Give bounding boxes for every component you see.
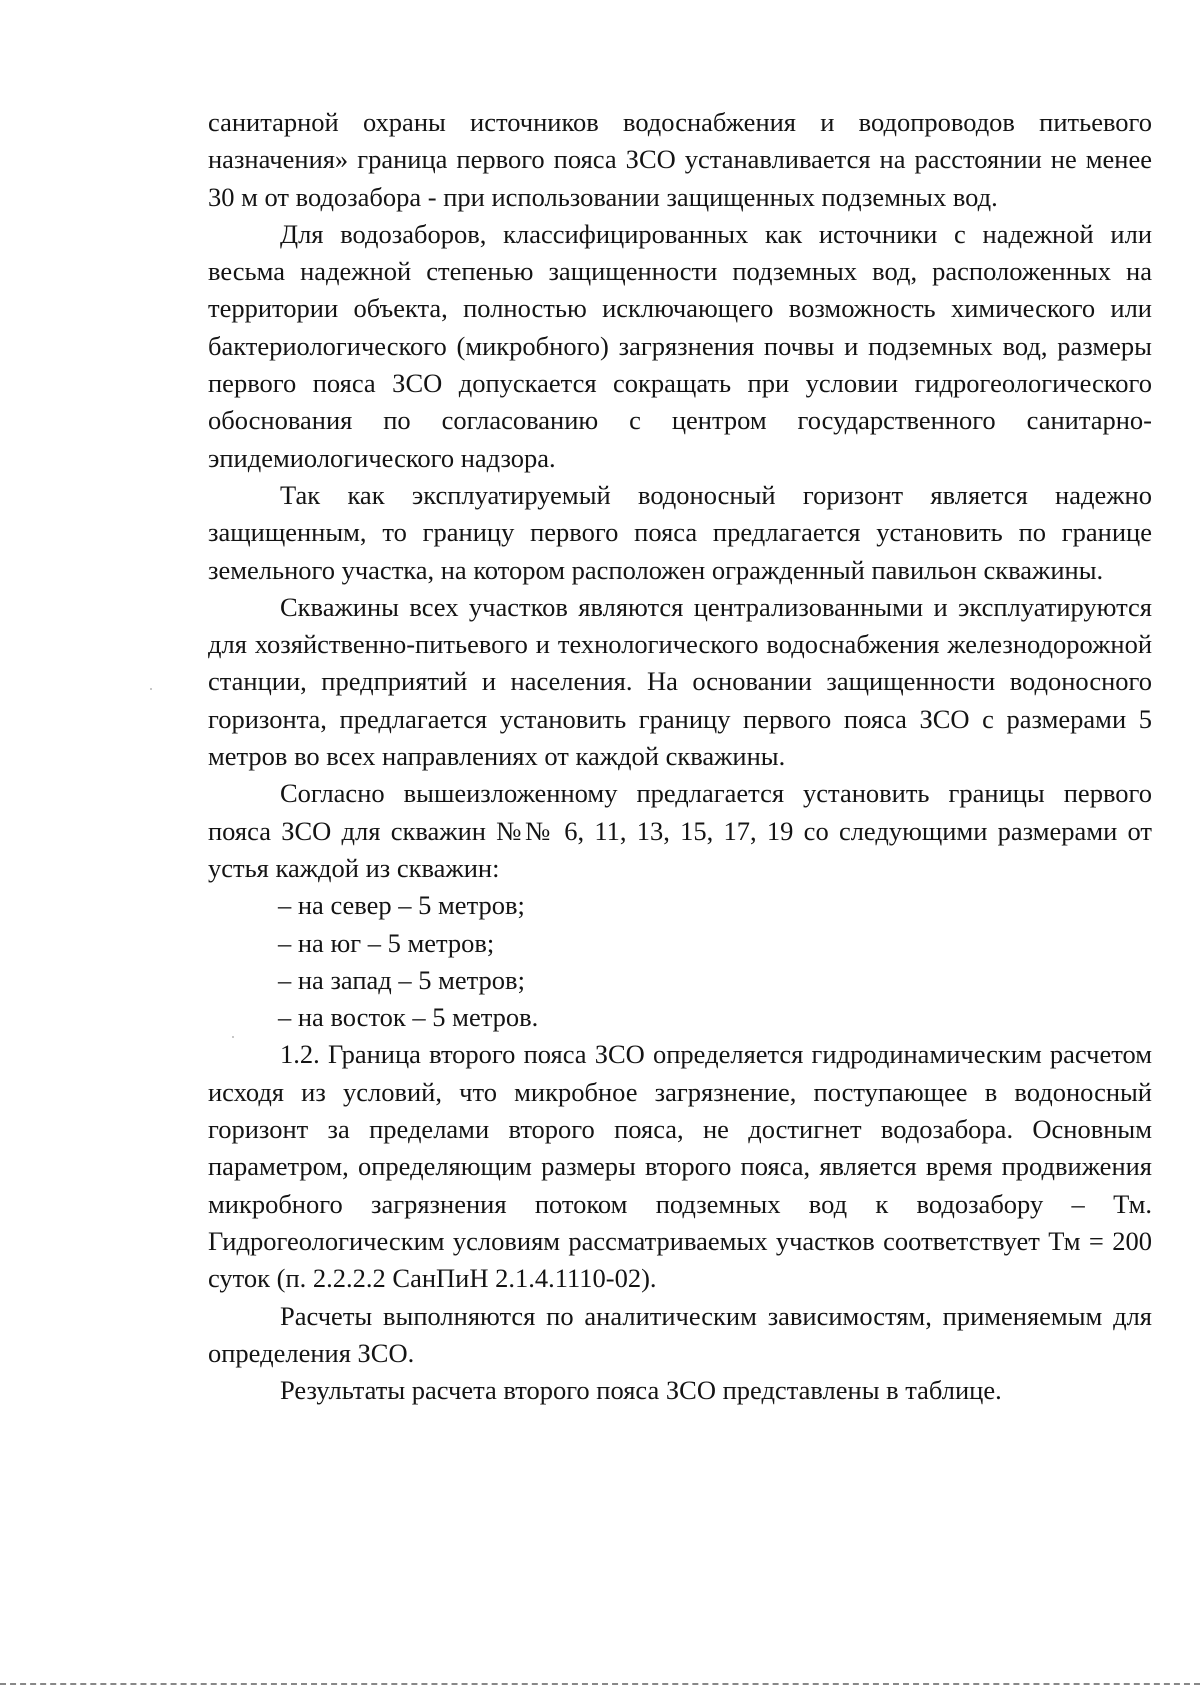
scan-speck [232, 1036, 234, 1038]
paragraph-reduced-zone-conditions: Для водозаборов, классифицированных как источники с надежной или весьма надежной степенью защищенности подземных вод, расположенных на территории объекта, полностью исключающего возможность химического или бактериологического (микробного) загрязнения почвы и подземных вод, размеры первого пояса ЗСО допускается сокращать при условии гидрогеологического обоснования по согласованию с центром государственного санитарно-эпидемиологического надзора. [208, 218, 1152, 473]
scan-speck [150, 688, 152, 690]
paragraph-wells-centralized: Скважины всех участков являются централизованными и эксплуатируются для хозяйственно-питьевого и технологического водоснабжения железнодорожной станции, предприятий и населения. На основании защищенности водоносного горизонта, предлагается установить границу первого пояса ЗСО с размерами 5 метров во всех направлениях от каждой скважины. [208, 591, 1152, 772]
paragraph-calculation-method: Расчеты выполняются по аналитическим зависимостям, применяемым для определения ЗСО. [208, 1300, 1152, 1368]
list-item-north: – на север – 5 метров; [278, 890, 525, 921]
paragraph-boundary-proposal: Согласно вышеизложенному предлагается установить границы первого пояса ЗСО для скважин №№ 6, 11, 13, 15, 17, 19 со следующими размерами от устья каждой из скважин: [208, 778, 1152, 883]
document-body [208, 104, 1152, 1409]
paragraph-intro-continuation: санитарной охраны источников водоснабжения и водопроводов питьевого назначения» граница первого пояса ЗСО устанавливается на расстоянии не менее 30 м от водозабора - при использовании защищенных подземных вод. [208, 107, 1152, 212]
list-item-east: – на восток – 5 метров. [278, 1002, 539, 1033]
list-item-south: – на юг – 5 метров; [278, 927, 495, 958]
list-item-west: – на запад – 5 метров; [278, 964, 525, 995]
direction-list [208, 887, 1152, 1036]
paragraph-results-reference: Результаты расчета второго пояса ЗСО представлены в таблице. [280, 1375, 1002, 1406]
paragraph-second-zone: 1.2. Граница второго пояса ЗСО определяется гидродинамическим расчетом исходя из условий, что микробное загрязнение, поступающее в водоносный горизонт за пределами второго пояса, не достигнет водозабора. Основным параметром, определяющим размеры второго пояса, является время продвижения микробного загрязнения потоком подземных вод к водозабору – Тм. Гидрогеологическим условиям рассматриваемых участков соответствует Тм = 200 суток (п. 2.2.2.2 СанПиН 2.1.4.1110-02). [208, 1039, 1152, 1294]
scan-edge-line [0, 1683, 1200, 1685]
paragraph-protected-aquifer: Так как эксплуатируемый водоносный горизонт является надежно защищенным, то границу первого пояса предлагается установить по границе земельного участка, на котором расположен огражденный павильон скважины. [208, 479, 1152, 585]
